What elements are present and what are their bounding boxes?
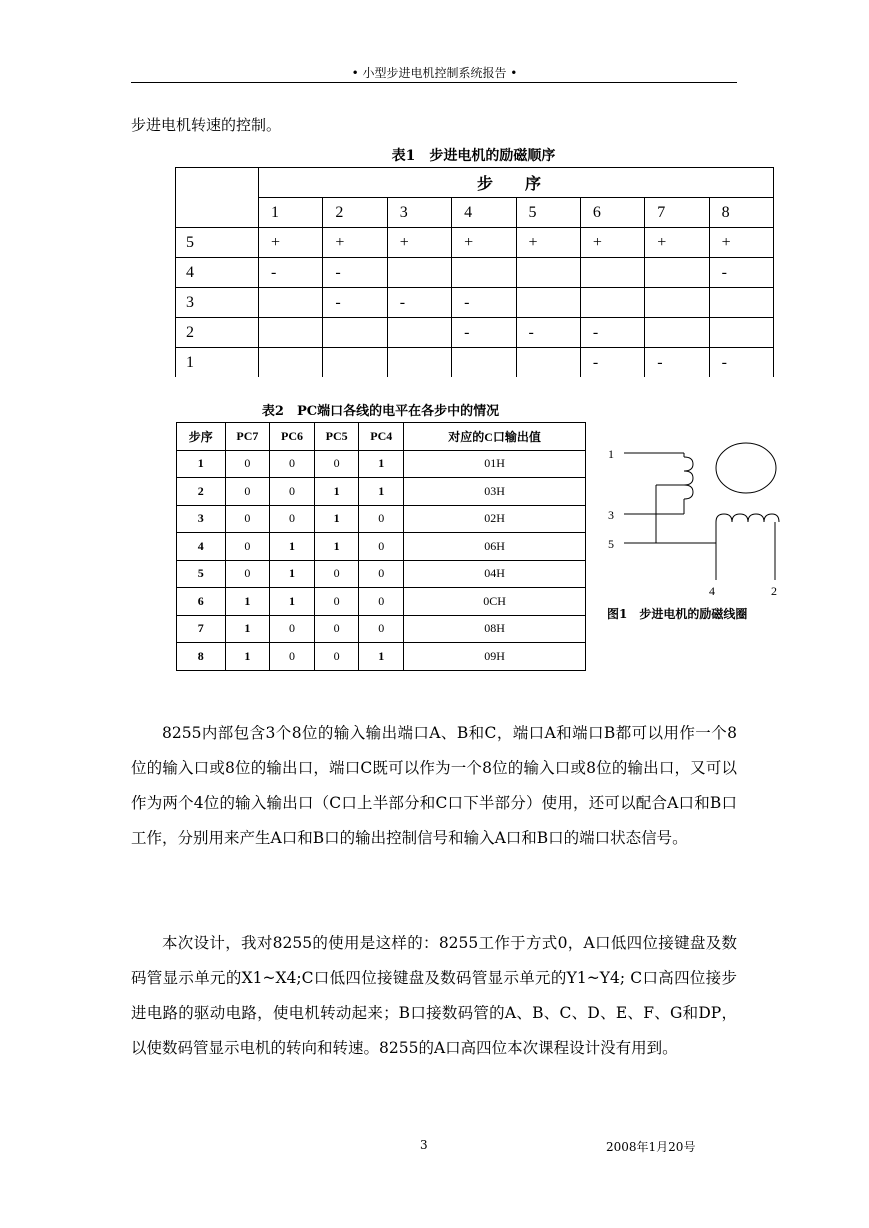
table1-winding-label: 1 — [176, 348, 259, 378]
table2-cell: 8 — [177, 643, 226, 671]
excitation-sequence-table — [175, 167, 774, 377]
table2-cell: 1 — [225, 615, 270, 643]
table2-cell: 0 — [359, 615, 404, 643]
table1-cell — [580, 258, 644, 288]
table2-row — [177, 505, 586, 533]
table2-cell: 0 — [359, 505, 404, 533]
running-header: • 小型步进电机控制系统报告 • — [351, 66, 518, 80]
coil-wiring — [624, 443, 779, 580]
table2-cell: 0 — [314, 643, 359, 671]
table1-cell — [387, 348, 451, 378]
table1-winding-label: 4 — [176, 258, 259, 288]
table2-cell: 1 — [314, 478, 359, 506]
table2-header-cell: PC4 — [359, 423, 404, 451]
table1-cell: - — [580, 318, 644, 348]
table1-row — [176, 288, 774, 318]
table2-cell: 2 — [177, 478, 226, 506]
table2-cell: 1 — [270, 533, 315, 561]
table2-cell: 5 — [177, 560, 226, 588]
table1-cell — [452, 258, 516, 288]
table1-cell: + — [516, 228, 580, 258]
table1-cell — [387, 318, 451, 348]
table1-cell: - — [259, 258, 323, 288]
table1-step-header: 2 — [323, 198, 387, 228]
table2-cell: 3 — [177, 505, 226, 533]
pc-port-level-table — [176, 422, 586, 671]
table1-row — [176, 318, 774, 348]
table2-row — [177, 533, 586, 561]
table1-cell — [323, 318, 387, 348]
table2-cell: 03H — [404, 478, 586, 506]
paragraph-design-usage — [131, 926, 737, 1066]
table2-cell: 0CH — [404, 588, 586, 616]
table1-winding-label: 2 — [176, 318, 259, 348]
table2-cell: 6 — [177, 588, 226, 616]
table1-cell: + — [645, 228, 709, 258]
table2-cell: 0 — [225, 533, 270, 561]
coil-label-5: 5 — [608, 537, 614, 551]
coil-label-4: 4 — [709, 584, 715, 598]
excitation-coil-diagram — [604, 440, 784, 605]
table2-cell: 0 — [359, 560, 404, 588]
table1-cell — [323, 348, 387, 378]
table1-cell — [516, 348, 580, 378]
table2-cell: 0 — [270, 643, 315, 671]
table1-cell: - — [580, 348, 644, 378]
table1-step-header: 6 — [580, 198, 644, 228]
footer-date: 2008年1月20号 — [606, 1140, 696, 1154]
table1-winding-label: 5 — [176, 228, 259, 258]
table2-row — [177, 588, 586, 616]
table2-cell: 06H — [404, 533, 586, 561]
table1-cell — [645, 288, 709, 318]
table1-caption: 表1 步进电机的励磁顺序 — [391, 148, 556, 164]
table1-cell — [709, 288, 773, 318]
table2-cell: 02H — [404, 505, 586, 533]
table1-cell — [645, 258, 709, 288]
table2-cell: 0 — [359, 533, 404, 561]
table1-cell: - — [709, 348, 773, 378]
table1-cell: - — [387, 288, 451, 318]
table2-header-cell: 对应的C口输出值 — [404, 423, 586, 451]
table1-cell — [580, 288, 644, 318]
table1-cell: + — [580, 228, 644, 258]
table1-cell: - — [645, 348, 709, 378]
table2-cell: 1 — [225, 643, 270, 671]
table1-cell — [259, 348, 323, 378]
table1-cell: + — [259, 228, 323, 258]
table2-cell: 01H — [404, 450, 586, 478]
table1-cell — [645, 318, 709, 348]
table1-cell — [259, 318, 323, 348]
table1-cell: - — [709, 258, 773, 288]
header-rule — [131, 82, 737, 83]
table1-step-header: 3 — [387, 198, 451, 228]
table1-step-header: 5 — [516, 198, 580, 228]
table2-cell: 1 — [225, 588, 270, 616]
table2-cell: 1 — [314, 505, 359, 533]
table2-row — [177, 615, 586, 643]
table2-header-cell: 步序 — [177, 423, 226, 451]
table1-cell: + — [387, 228, 451, 258]
page-number: 3 — [420, 1138, 428, 1152]
table1-cell — [259, 288, 323, 318]
table2-row — [177, 450, 586, 478]
table1-winding-label: 3 — [176, 288, 259, 318]
table2-cell: 0 — [225, 505, 270, 533]
table2-cell: 4 — [177, 533, 226, 561]
table2-cell: 1 — [270, 588, 315, 616]
table2-row — [177, 560, 586, 588]
table1-cell — [516, 258, 580, 288]
intro-line: 步进电机转速的控制。 — [131, 116, 282, 134]
coil-label-2: 2 — [771, 584, 777, 598]
table2-cell: 0 — [225, 560, 270, 588]
table2-row — [177, 478, 586, 506]
table2-cell: 1 — [359, 450, 404, 478]
table2-cell: 1 — [359, 478, 404, 506]
paragraph-1-text: 8255内部包含3个8位的输入输出端口A、B和C，端口A和端口B都可以用作一个8位的输入口或8位的输出口，端口C既可以作为一个8位的输入口或8位的输出口，又可以作为两个4位的输入输出口（C口上半部分和C口下半部分）使用，还可以配合A口和B口工作，分别用来产生A口和B口的输出控制信号和输入A口和B口的端口状态信号。 — [131, 724, 737, 847]
table2-row — [177, 643, 586, 671]
table2-cell: 08H — [404, 615, 586, 643]
table2-header-cell: PC7 — [225, 423, 270, 451]
table1-step-header: 8 — [709, 198, 773, 228]
table2-cell: 7 — [177, 615, 226, 643]
table2-cell: 1 — [314, 533, 359, 561]
table2-cell: 04H — [404, 560, 586, 588]
coil-label-3: 3 — [608, 508, 614, 522]
table2-cell: 0 — [314, 450, 359, 478]
table1-corner-cell — [176, 168, 259, 228]
table1-cell: + — [452, 228, 516, 258]
table1-cell: + — [709, 228, 773, 258]
table2-cell: 0 — [270, 478, 315, 506]
table1-cell: - — [323, 288, 387, 318]
table2-cell: 0 — [314, 588, 359, 616]
table2-caption: 表2 PC端口各线的电平在各步中的情况 — [261, 404, 500, 419]
paragraph-2-text: 本次设计，我对8255的使用是这样的：8255工作于方式0，A口低四位接键盘及数码管显示单元的X1~X4;C口低四位接键盘及数码管显示单元的Y1~Y4; C口高四位接步进电路的驱动电路，使电机转动起来；B口接数码管的A、B、C、D、E、F、G和DP，以使数码管显示电机的转向和转速。8255的A口高四位本次课程设计没有用到。 — [131, 934, 737, 1057]
table2-cell: 1 — [270, 560, 315, 588]
table1-step-header: 7 — [645, 198, 709, 228]
table2-cell: 0 — [270, 450, 315, 478]
table2-header-cell: PC5 — [314, 423, 359, 451]
table1-cell — [387, 258, 451, 288]
table1-step-header: 1 — [259, 198, 323, 228]
table2-cell: 0 — [225, 450, 270, 478]
figure1-caption: 图1 步进电机的励磁线圈 — [607, 607, 748, 621]
table1-cell: - — [516, 318, 580, 348]
coil-label-1: 1 — [608, 447, 614, 461]
table2-cell: 0 — [270, 505, 315, 533]
table1-row — [176, 228, 774, 258]
table1-cell — [709, 318, 773, 348]
table1-cell — [452, 348, 516, 378]
table1-cell: + — [323, 228, 387, 258]
table1-cell — [516, 288, 580, 318]
table2-cell: 0 — [359, 588, 404, 616]
table2-cell: 09H — [404, 643, 586, 671]
table1-cell: - — [323, 258, 387, 288]
table1-cell: - — [452, 318, 516, 348]
table2-cell: 1 — [177, 450, 226, 478]
table2-cell: 0 — [270, 615, 315, 643]
table2-cell: 0 — [225, 478, 270, 506]
table2-header-cell: PC6 — [270, 423, 315, 451]
table2-cell: 0 — [314, 615, 359, 643]
table1-row — [176, 258, 774, 288]
table1-row — [176, 348, 774, 378]
table1-step-header: 4 — [452, 198, 516, 228]
table2-cell: 1 — [359, 643, 404, 671]
table2-cell: 0 — [314, 560, 359, 588]
table1-cell: - — [452, 288, 516, 318]
table1-group-header: 步 序 — [259, 168, 774, 198]
paragraph-8255-ports — [131, 716, 737, 856]
